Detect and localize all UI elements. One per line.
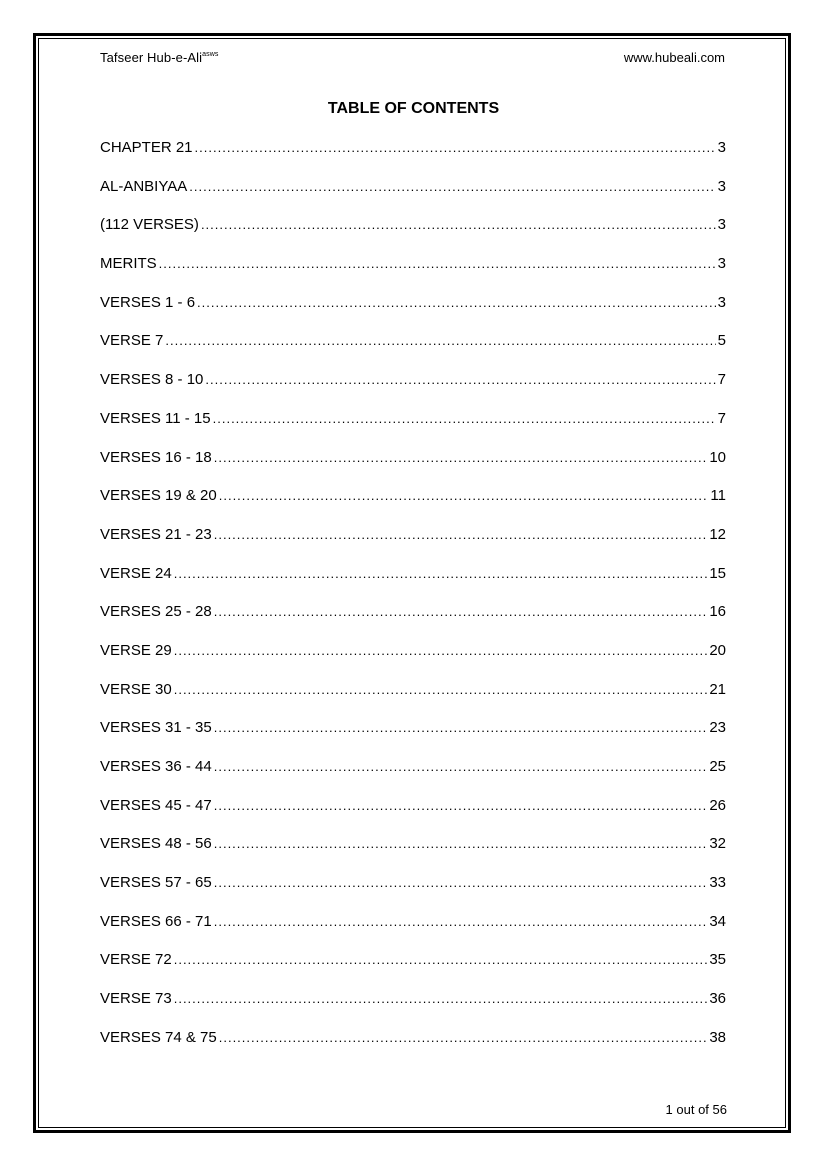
toc-dot-leader [213, 409, 716, 429]
toc-entry[interactable] [100, 177, 726, 216]
toc-entry-page: 32 [709, 835, 726, 853]
toc-entry-label: VERSES 1 - 6 [100, 293, 196, 311]
header-title [100, 50, 219, 65]
toc-entry[interactable] [100, 138, 726, 177]
toc-dot-leader [174, 950, 708, 970]
toc-entry-label: VERSES 74 & 75 [100, 1028, 217, 1046]
toc-entry-page: 12 [709, 525, 726, 543]
toc-entry-label: VERSES 21 - 23 [100, 525, 212, 543]
toc-dot-leader [214, 912, 708, 932]
toc-entry-label: VERSE 73 [100, 990, 172, 1008]
toc-entry-label: VERSE 29 [100, 641, 172, 659]
header-url[interactable]: www.hubeali.com [623, 50, 725, 65]
toc-dot-leader [189, 177, 715, 197]
toc-entry-page: 23 [709, 719, 726, 737]
toc-entry[interactable] [100, 486, 726, 525]
toc-entry[interactable] [100, 602, 726, 641]
toc-entry[interactable] [100, 525, 726, 564]
toc-entry[interactable] [100, 718, 726, 757]
toc-entry-label: CHAPTER 21 [100, 139, 193, 156]
toc-entry[interactable] [100, 873, 726, 912]
toc-entry[interactable] [100, 834, 726, 873]
toc-entry[interactable] [100, 448, 726, 487]
toc-entry[interactable] [100, 254, 726, 293]
toc-entry[interactable] [100, 215, 726, 254]
toc-entry-label: VERSES 25 - 28 [100, 603, 212, 621]
toc-entry[interactable] [100, 564, 726, 603]
toc-dot-leader [214, 873, 708, 893]
toc-dot-leader [205, 370, 715, 390]
header-title-text: Tafseer Hub-e-Ali [100, 50, 203, 65]
toc-dot-leader [174, 641, 708, 661]
toc-dot-leader [197, 293, 716, 313]
toc-entry-label: MERITS [100, 255, 157, 273]
toc-dot-leader [159, 254, 716, 274]
toc-entry-label: VERSE 72 [100, 951, 172, 969]
toc-entry-page: 5 [717, 332, 726, 350]
toc-dot-leader [219, 486, 709, 506]
toc-entry[interactable] [100, 641, 726, 680]
toc-entry-label: VERSES 16 - 18 [100, 448, 212, 466]
toc-dot-leader [165, 331, 715, 351]
toc-entry-label: VERSES 48 - 56 [100, 835, 212, 853]
toc-entry-label: VERSES 66 - 71 [100, 912, 212, 930]
toc-entry-label: VERSE 7 [100, 332, 164, 350]
toc-entry-page: 3 [717, 139, 726, 156]
toc-entry-page: 36 [709, 990, 726, 1008]
toc-entry[interactable] [100, 912, 726, 951]
toc-entry[interactable] [100, 409, 726, 448]
toc-entry-page: 7 [717, 371, 726, 389]
toc-dot-leader [214, 757, 708, 777]
toc-entry[interactable] [100, 989, 726, 1028]
toc-dot-leader [219, 1028, 708, 1048]
toc-entry-page: 21 [709, 680, 726, 698]
toc-entry-page: 3 [717, 216, 726, 234]
toc-dot-leader [174, 989, 708, 1009]
toc-entry-page: 7 [717, 409, 726, 427]
toc-entry-label: VERSE 24 [100, 564, 172, 582]
toc-entry[interactable] [100, 680, 726, 719]
toc-title: TABLE OF CONTENTS [327, 100, 500, 117]
toc-entry-page: 3 [717, 293, 726, 311]
toc-entry-page: 38 [709, 1028, 726, 1046]
toc-list [100, 138, 726, 1067]
toc-entry-label: VERSES 19 & 20 [100, 487, 217, 505]
toc-entry-page: 11 [710, 487, 726, 505]
toc-entry-label: VERSES 57 - 65 [100, 874, 212, 892]
toc-entry-page: 16 [709, 603, 726, 621]
toc-entry-page: 35 [709, 951, 726, 969]
toc-entry-label: VERSES 36 - 44 [100, 758, 212, 775]
toc-entry[interactable] [100, 796, 726, 835]
toc-entry-page: 15 [709, 564, 726, 582]
toc-entry-label: (112 VERSES) [100, 216, 199, 234]
page-indicator: 1 out of 56 [665, 1102, 727, 1117]
toc-dot-leader [174, 680, 708, 700]
toc-dot-leader [174, 564, 708, 584]
toc-entry-label: VERSES 45 - 47 [100, 796, 212, 814]
toc-entry-page: 10 [709, 448, 726, 466]
header-title-superscript: asws [202, 50, 219, 58]
toc-entry-page: 34 [709, 912, 726, 930]
toc-entry-page: 25 [709, 758, 726, 775]
toc-entry-page: 33 [709, 874, 726, 892]
toc-dot-leader [214, 602, 708, 622]
toc-dot-leader [214, 448, 708, 468]
toc-entry-label: VERSES 31 - 35 [100, 719, 212, 737]
toc-entry-page: 3 [717, 177, 726, 195]
toc-dot-leader [195, 138, 716, 158]
toc-entry[interactable] [100, 1028, 726, 1067]
toc-entry[interactable] [100, 950, 726, 989]
toc-entry-label: VERSES 11 - 15 [100, 409, 211, 427]
toc-entry-label: AL-ANBIYAA [100, 177, 188, 195]
toc-dot-leader [214, 796, 708, 816]
toc-entry[interactable] [100, 370, 726, 409]
toc-entry[interactable] [100, 757, 726, 796]
toc-entry-label: VERSE 30 [100, 680, 172, 698]
toc-entry-label: VERSES 8 - 10 [100, 371, 204, 389]
toc-entry-page: 3 [717, 255, 726, 273]
toc-dot-leader [214, 525, 708, 545]
toc-entry[interactable] [100, 331, 726, 370]
toc-entry[interactable] [100, 293, 726, 332]
toc-dot-leader [214, 718, 708, 738]
toc-dot-leader [214, 834, 708, 854]
toc-dot-leader [201, 215, 716, 235]
toc-entry-page: 20 [709, 641, 726, 659]
toc-entry-page: 26 [709, 796, 726, 814]
